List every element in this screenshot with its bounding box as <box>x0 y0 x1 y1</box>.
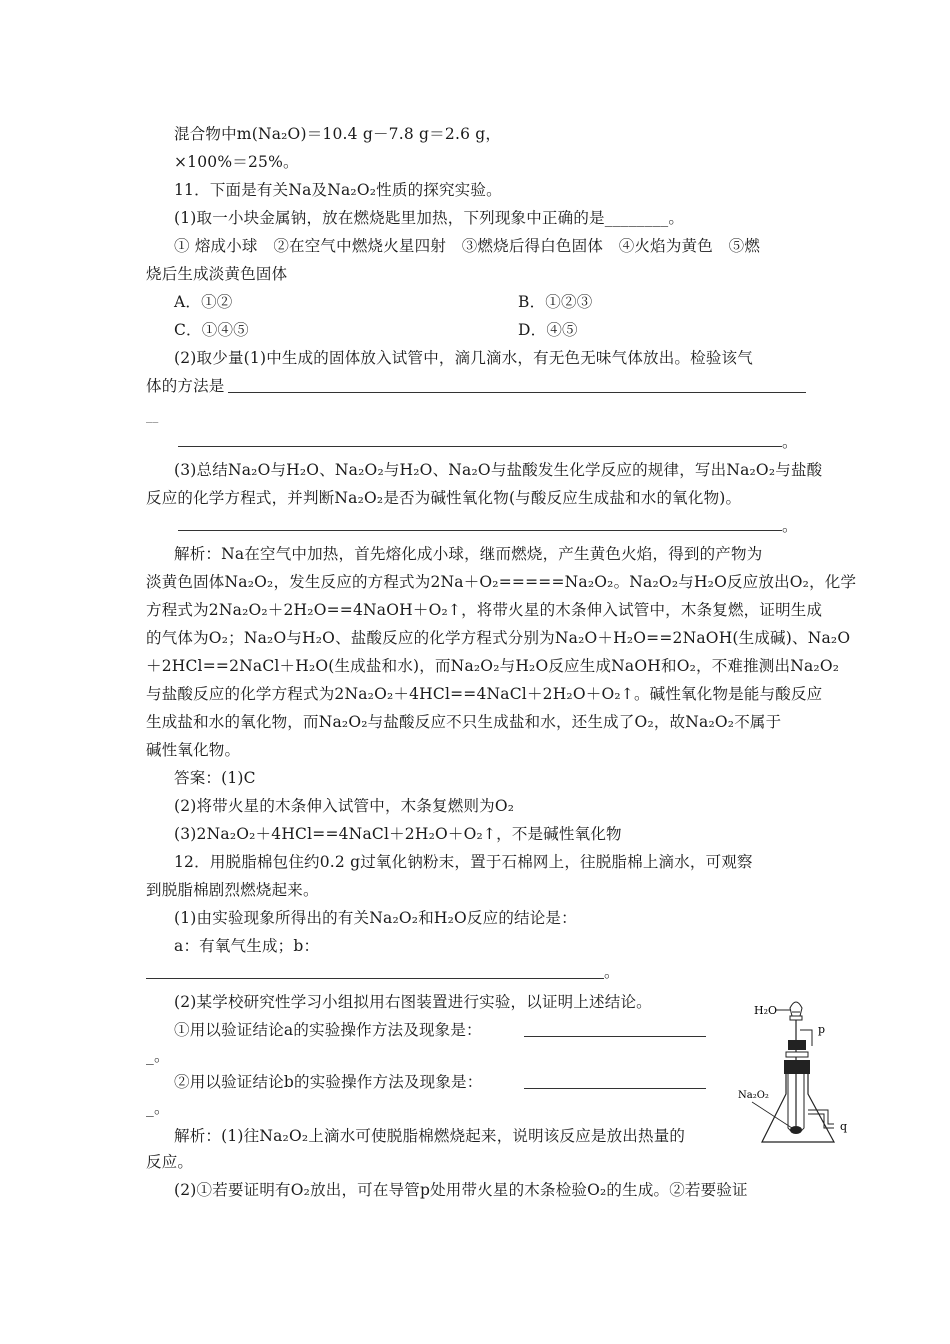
answer-blank <box>178 430 782 447</box>
text-line: ×100%＝25%。 <box>174 153 299 171</box>
label-q: q <box>840 1120 848 1133</box>
label-h2o: H₂O <box>754 1004 778 1017</box>
text-line: 体的方法是 <box>146 377 225 395</box>
text-line: (2)取少量(1)中生成的固体放入试管中，滴几滴水，有无色无味气体放出。检验该气 <box>174 349 753 367</box>
text-line: _。 <box>146 1099 170 1117</box>
analysis-line: (2)①若要证明有O₂放出，可在导管p处用带火星的木条检验O₂的生成。②若要验证 <box>174 1181 748 1199</box>
answer-blank <box>146 962 604 979</box>
answer-line: (3)2Na₂O₂＋4HCl==4NaCl＋2H₂O＋O₂↑，不是碱性氧化物 <box>174 825 622 843</box>
test-tube-stopper <box>788 1040 806 1050</box>
analysis-line: 方程式为2Na₂O₂＋2H₂O==4NaOH＋O₂↑，将带火星的木条伸入试管中，木条复燃，证明生成 <box>146 601 823 619</box>
text-line: (2)某学校研究性学习小组拟用右图装置进行实验，以证明上述结论。 <box>174 993 652 1011</box>
text-line: _。 <box>146 1047 170 1065</box>
option-b: B．①②③ <box>518 293 593 311</box>
text-line: (1)取一小块金属钠，放在燃烧匙里加热，下列现象中正确的是________。 <box>174 209 685 227</box>
text-line: 到脱脂棉剧烈燃烧起来。 <box>146 881 319 899</box>
text-line: 。 <box>782 433 798 451</box>
text-line: 混合物中m(Na₂O)＝10.4 g－7.8 g＝2.6 g， <box>174 125 502 143</box>
label-na2o2: Na₂O₂ <box>738 1090 769 1101</box>
answer-blank <box>228 376 806 393</box>
text-line: a：有氧气生成；b： <box>174 937 320 955</box>
option-d: D．④⑤ <box>518 321 578 339</box>
question-12-title: 12．用脱脂棉包住约0.2 g过氧化钠粉末，置于石棉网上，往脱脂棉上滴水，可观察 <box>174 853 753 871</box>
text-line: 。 <box>782 517 798 535</box>
analysis-line: 碱性氧化物。 <box>146 741 241 759</box>
analysis-line: 淡黄色固体Na₂O₂，发生反应的方程式为2Na＋O₂=====Na₂O₂。Na₂O₂与H₂O反应放出O₂，化学 <box>146 573 857 591</box>
text-line: 。 <box>604 963 620 981</box>
text-line: 烧后生成淡黄色固体 <box>146 265 288 283</box>
funnel-bulb <box>790 1002 802 1016</box>
na2o2-sample <box>790 1126 802 1134</box>
na2o2-pointer-line <box>752 1102 792 1128</box>
text-line: (1)由实验现象所得出的有关Na₂O₂和H₂O反应的结论是： <box>174 909 577 927</box>
option-c: C．①④⑤ <box>174 321 249 339</box>
analysis-line: 的气体为O₂；Na₂O与H₂O、盐酸反应的化学方程式分别为Na₂O＋H₂O==2NaOH(生成碱)、Na₂O <box>146 629 851 647</box>
question-11-title: 11．下面是有关Na及Na₂O₂性质的探究实验。 <box>174 181 502 199</box>
analysis-line: 反应。 <box>146 1153 194 1171</box>
text-line: ②用以验证结论b的实验操作方法及现象是： <box>174 1073 483 1091</box>
analysis-line: ＋2HCl==2NaCl＋H₂O(生成盐和水)，而Na₂O₂与H₂O反应生成NaOH和O₂，不难推测出Na₂O₂ <box>146 657 840 675</box>
text-line: __ <box>146 409 159 423</box>
analysis-line: 与盐酸反应的化学方程式为2Na₂O₂＋4HCl==4NaCl＋2H₂O＋O₂↑。碱性氧化物是能与酸反应 <box>146 685 823 703</box>
answer-blank <box>524 1072 706 1089</box>
text-line: 反应的化学方程式，并判断Na₂O₂是否为碱性氧化物(与酸反应生成盐和水的氧化物)。 <box>146 489 742 507</box>
text-line: ①用以验证结论a的实验操作方法及现象是： <box>174 1021 482 1039</box>
stopcock <box>790 1016 802 1020</box>
option-a: A．①② <box>174 293 233 311</box>
answer-line: (2)将带火星的木条伸入试管中，木条复燃则为O₂ <box>174 797 515 815</box>
analysis-line: 解析：Na在空气中加热，首先熔化成小球，继而燃烧，产生黄色火焰，得到的产物为 <box>174 545 763 563</box>
flask-stopper <box>784 1060 810 1074</box>
answer-blank <box>178 514 782 531</box>
text-line: (3)总结Na₂O与H₂O、Na₂O₂与H₂O、Na₂O与盐酸发生化学反应的规律，写出Na₂O₂与盐酸 <box>174 461 823 479</box>
analysis-line: 解析：(1)往Na₂O₂上滴水可使脱脂棉燃烧起来，说明该反应是放出热量的 <box>174 1127 686 1145</box>
answer-blank <box>524 1020 706 1037</box>
text-line: ① 熔成小球 ②在空气中燃烧火星四射 ③燃烧后得白色固体 ④火焰为黄色 ⑤燃 <box>174 237 761 255</box>
experiment-apparatus-figure <box>738 996 878 1148</box>
label-p: p <box>818 1023 826 1036</box>
answer-line: 答案：(1)C <box>174 769 256 787</box>
analysis-line: 生成盐和水的氧化物，而Na₂O₂与盐酸反应不只生成盐和水，还生成了O₂，故Na₂O₂不属于 <box>146 713 782 731</box>
